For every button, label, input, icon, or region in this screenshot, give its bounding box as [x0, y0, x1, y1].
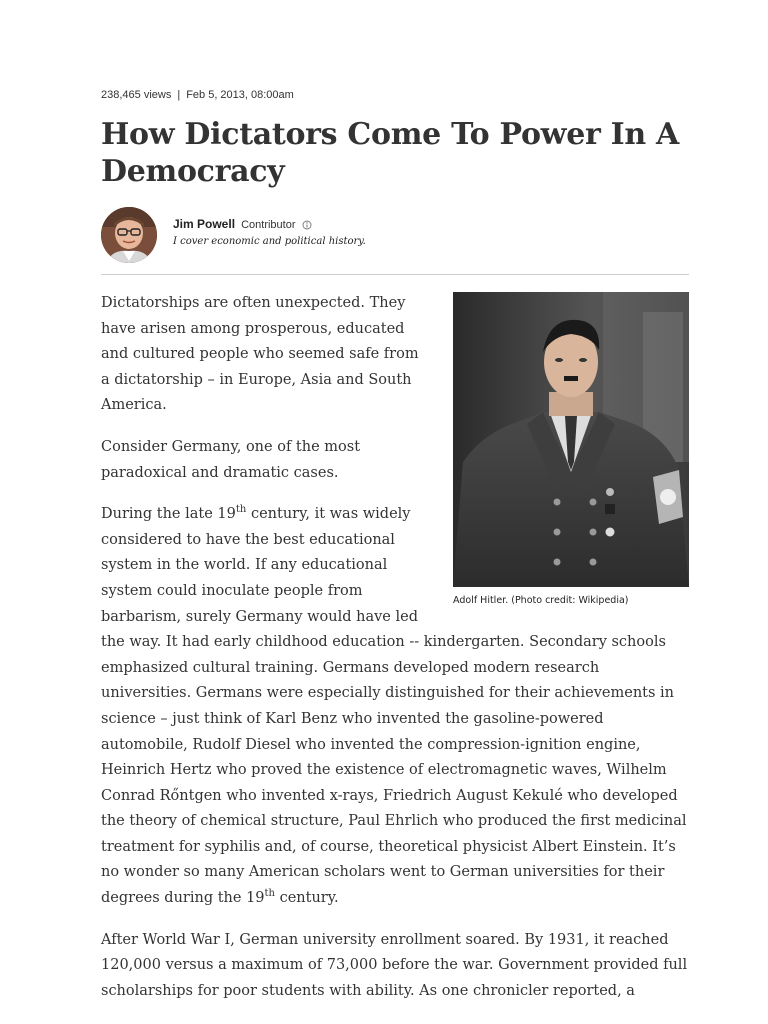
- article-body: [101, 291, 689, 1020]
- author-name-row: [173, 217, 312, 233]
- author-block: [101, 207, 689, 263]
- paragraph-text: During the late 19: [101, 506, 236, 523]
- paragraph: Consider Germany, one of the most paradoxical and dramatic cases.: [101, 438, 361, 481]
- author-name[interactable]: Jim Powell: [173, 217, 236, 231]
- author-avatar[interactable]: [101, 207, 157, 263]
- meta-separator: |: [177, 89, 181, 101]
- ordinal-suffix: th: [264, 888, 275, 900]
- paragraph: After World War I, German university enrollment soared. By 1931, it reached 120,000 versus a maximum of 73,000 before the war. Government provided full scholarships for poor students with ability. As one chronicler reported, a: [101, 931, 688, 999]
- publish-date: Feb 5, 2013, 08:00am: [186, 89, 294, 101]
- info-circle-icon[interactable]: [302, 220, 312, 233]
- photo-caption: Adolf Hitler. (Photo credit: Wikipedia): [453, 595, 629, 606]
- article-figure: [453, 292, 689, 608]
- article-photo: [453, 292, 689, 587]
- paragraph-text: century, it was widely considered to have the best educational system in the world. If any educational system could inoculate people from barbarism, surely Germany would have led the way. It had early childhood education -- kindergarten. Secondary schools emphasized cultural training. Germans developed modern research universities. Germans were especially distinguished for their achievements in science – just think of Karl Benz who invented the gasoline-powered automobile, Rudolf Diesel who invented the compression-ignition engine, Heinrich Hertz who proved the existence of electromagnetic waves, Wilhelm Conrad Rőntgen who invented x-rays, Friedrich August Kekulé who developed the theory of chemical structure, Paul Ehrlich who produced the first medicinal treatment for syphilis and, of course, theoretical physicist Albert Einstein. It’s no wonder so many American scholars went to German universities for their degrees during the 19: [101, 506, 687, 907]
- article-meta: [101, 89, 294, 101]
- article-title: How Dictators Come To Power In A Democracy: [101, 117, 679, 189]
- author-bio: I cover economic and political history.: [173, 236, 366, 247]
- author-role: Contributor: [241, 219, 296, 231]
- paragraph: Dictatorships are often unexpected. They have arisen among prosperous, educated and cultured people who seemed safe from a dictatorship – in Europe, Asia and South America.: [101, 295, 419, 414]
- paragraph-text: century.: [274, 890, 339, 907]
- view-count: 238,465 views: [101, 89, 172, 101]
- ordinal-suffix: th: [235, 504, 247, 516]
- divider: [101, 274, 689, 275]
